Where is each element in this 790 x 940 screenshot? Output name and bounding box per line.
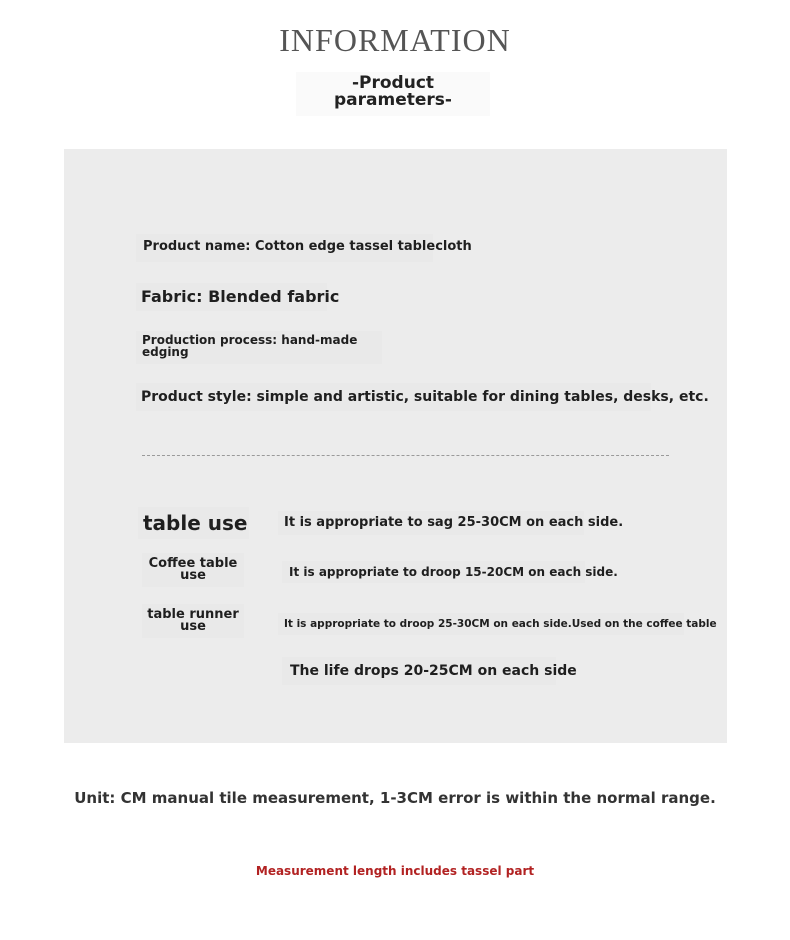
table-runner-text: It is appropriate to droop 25-30CM on each side.Used on the coffee table: [278, 613, 684, 635]
section-divider: [142, 455, 669, 456]
page-title: INFORMATION: [279, 22, 511, 58]
production-process-line-2: edging: [142, 345, 189, 359]
product-name: Product name: Cotton edge tassel tablecloth: [136, 234, 433, 262]
section-subtitle: [296, 72, 490, 116]
table-runner-label-line-2: use: [180, 619, 206, 634]
production-process: [136, 331, 382, 364]
coffee-table-label-line-1: Coffee table: [148, 556, 238, 571]
product-style: Product style: simple and artistic, suitable for dining tables, desks, etc.: [136, 383, 651, 411]
fabric: Fabric: Blended fabric: [136, 283, 327, 311]
subtitle-line-2: parameters-: [334, 90, 452, 110]
tassel-note: Measurement length includes tassel part: [255, 864, 535, 878]
subtitle-line-1: -Product: [351, 73, 435, 93]
parameters-panel: [64, 149, 727, 743]
table-runner-label: [142, 604, 244, 638]
coffee-table-label: [142, 553, 244, 587]
coffee-table-text: It is appropriate to droop 15-20CM on each side.: [282, 561, 585, 583]
coffee-table-label-line-2: use: [180, 568, 206, 583]
production-process-line-1: Production process: hand-made: [142, 333, 358, 347]
unit-note: Unit: CM manual tile measurement, 1-3CM error is within the normal range.: [74, 789, 716, 807]
table-use-text: It is appropriate to sag 25-30CM on each side.: [278, 511, 584, 535]
table-use-label: table use: [138, 507, 249, 539]
life-drops-text: The life drops 20-25CM on each side: [282, 657, 556, 685]
table-runner-label-line-1: table runner: [147, 607, 239, 622]
